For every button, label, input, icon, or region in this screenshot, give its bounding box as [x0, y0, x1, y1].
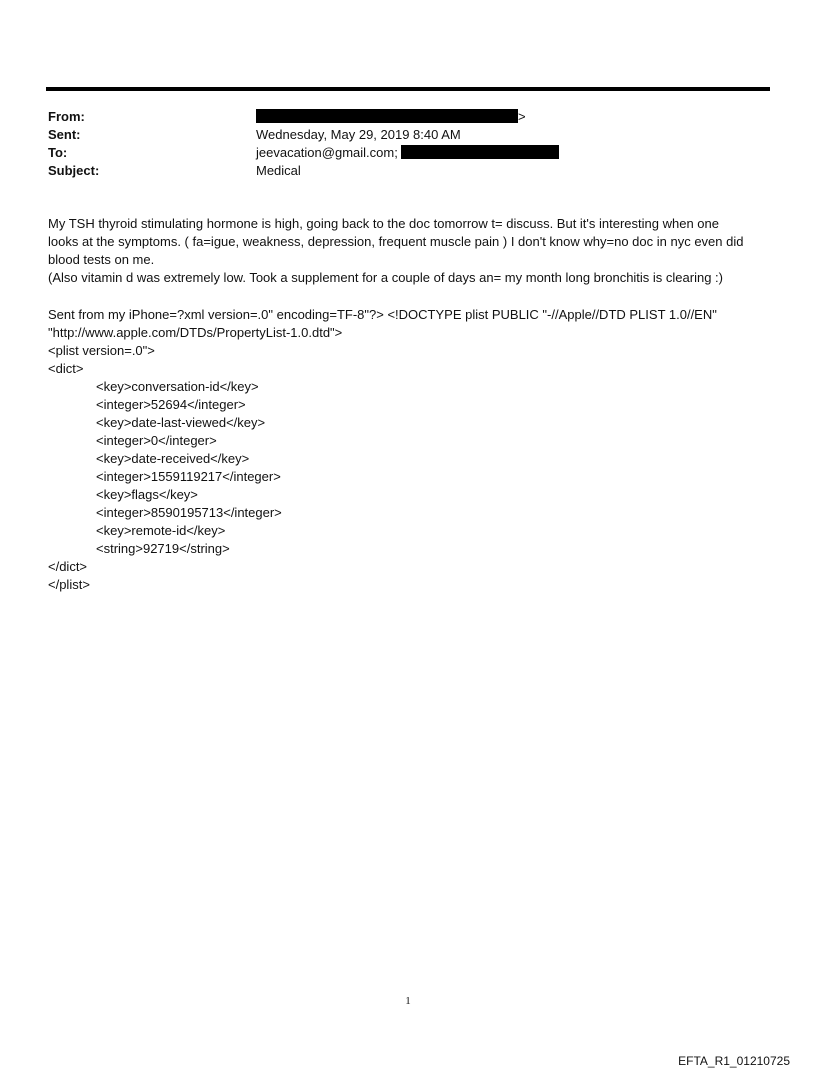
plist-entry: <key>remote-id</key> [96, 523, 226, 538]
to-email: jeevacation@gmail.com; [256, 145, 398, 160]
plist-line: </plist> [48, 577, 90, 592]
to-value [256, 144, 559, 162]
plist-entry: <key>date-received</key> [96, 451, 250, 466]
from-value [256, 108, 526, 126]
subject-value: Medical [256, 163, 301, 178]
body-line: looks at the symptoms. ( fa=igue, weakness, depression, frequent muscle pain ) I don't know why=no doc in nyc even did [48, 234, 744, 249]
plist-entry: <key>date-last-viewed</key> [96, 415, 266, 430]
plist-entry: <integer>8590195713</integer> [96, 505, 282, 520]
from-label: From: [48, 109, 85, 124]
page-number: 1 [405, 995, 411, 1007]
from-suffix: > [518, 109, 526, 124]
plist-line: "http://www.apple.com/DTDs/PropertyList-1.0.dtd"> [48, 325, 343, 340]
plist-line: <dict> [48, 361, 84, 376]
to-label: To: [48, 145, 68, 160]
plist-entry: <key>conversation-id</key> [96, 379, 259, 394]
sent-label: Sent: [48, 127, 81, 142]
body-line: (Also vitamin d was extremely low. Took a supplement for a couple of days an= my month long bronchitis is clearing :) [48, 270, 723, 285]
plist-entry: <key>flags</key> [96, 487, 198, 502]
subject-label: Subject: [48, 163, 100, 178]
redaction-block [256, 109, 518, 123]
document-id: EFTA_R1_01210725 [678, 1054, 790, 1068]
plist-entry: <string>92719</string> [96, 541, 230, 556]
plist-line: <plist version=.0"> [48, 343, 155, 358]
sent-value: Wednesday, May 29, 2019 8:40 AM [256, 127, 461, 142]
plist-entry: <integer>0</integer> [96, 433, 217, 448]
plist-line: </dict> [48, 559, 88, 574]
plist-entry: <integer>52694</integer> [96, 397, 246, 412]
redaction-block [401, 145, 559, 159]
plist-block [48, 306, 778, 594]
email-body [48, 215, 778, 287]
header-rule [46, 87, 770, 91]
body-line: blood tests on me. [48, 252, 155, 267]
plist-entry: <integer>1559119217</integer> [96, 469, 281, 484]
body-line: My TSH thyroid stimulating hormone is high, going back to the doc tomorrow t= discuss. But it's interesting when one [48, 216, 719, 231]
plist-line: Sent from my iPhone=?xml version=.0" encoding=TF-8"?> <!DOCTYPE plist PUBLIC "-//Apple//DTD PLIST 1.0//EN" [48, 307, 717, 322]
